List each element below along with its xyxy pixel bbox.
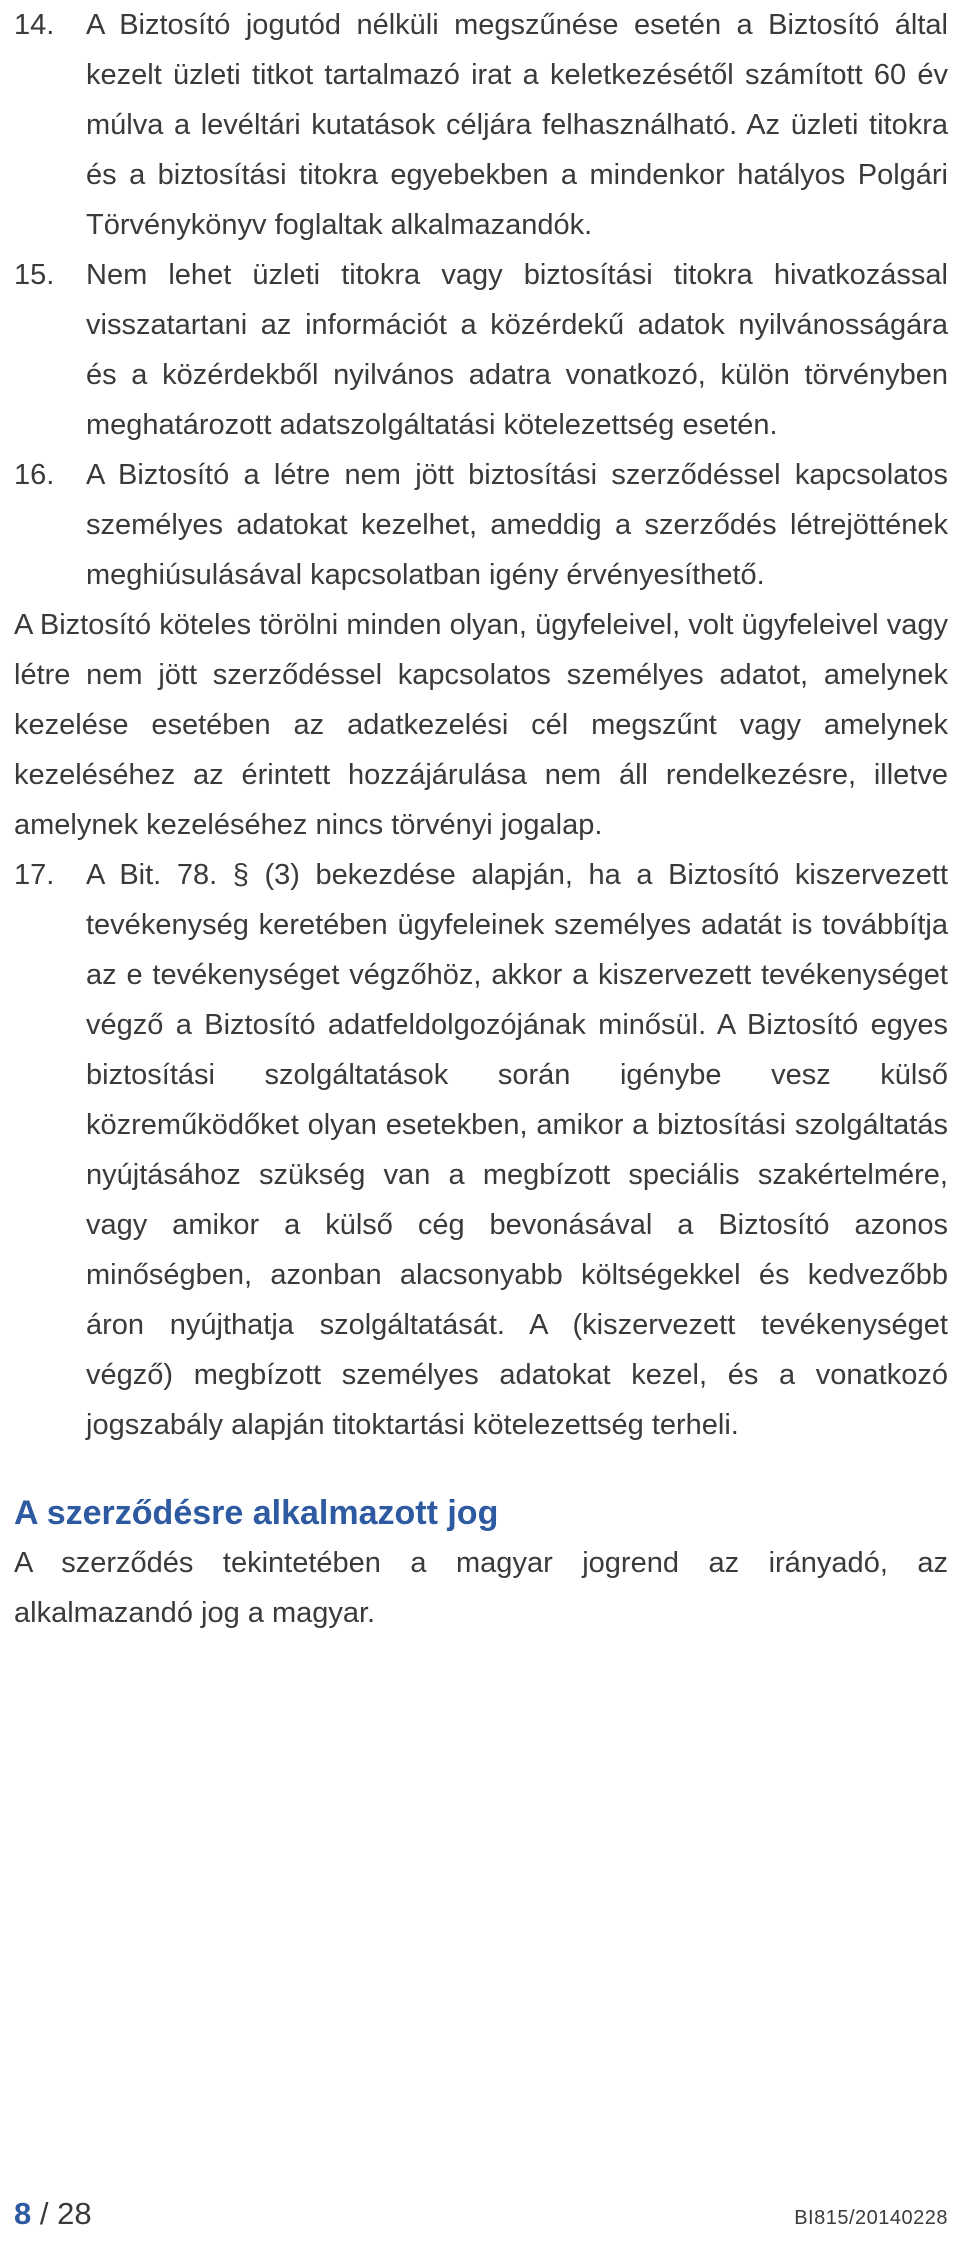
item-text: Nem lehet üzleti titokra vagy biztosítási titokra hivatkozással visszatartani az információt a közérdekű adatok nyilvánosságára és a közérdekből nyilvános adatra vonatkozó, külön törvényben meghatározott adatszolgáltatási kötelezettség esetén. (86, 259, 948, 441)
item-number: 17. (14, 859, 55, 891)
list-item-14 (14, 0, 948, 250)
current-page: 8 (14, 2196, 32, 2231)
document-code: BI815/20140228 (794, 2207, 948, 2229)
section-title: A szerződésre alkalmazott jog (14, 1494, 499, 1532)
page-number (14, 2196, 92, 2232)
list-item-16 (14, 450, 948, 600)
list-item-17 (14, 850, 948, 1450)
item-number: 14. (14, 9, 55, 41)
section-text: A szerződés tekintetében a magyar jogrend az irányadó, az alkalmazandó jog a magyar. (14, 1547, 948, 1629)
page-footer (14, 2196, 948, 2236)
item-number: 16. (14, 459, 55, 491)
deletion-paragraph: A Biztosító köteles törölni minden olyan, ügyfeleivel, volt ügyfeleivel vagy létre nem jött szerződéssel kapcsolatos személyes adatot, amelynek kezelése esetében az adatkezelési cél megszűnt vagy amelynek kezeléséhez az érintett hozzájárulása nem áll rendelkezésre, illetve amelynek kezeléséhez nincs törvényi jogalap. (14, 609, 948, 841)
item-number: 15. (14, 259, 55, 291)
list-item-15 (14, 250, 948, 450)
item-text: A Biztosító jogutód nélküli megszűnése esetén a Biztosító által kezelt üzleti titkot tartalmazó irat a keletkezésétől számított 60 év múlva a levéltári kutatások céljára felhasználható. Az üzleti titokra és a biztosítási titokra egyebekben a mindenkor hatályos Polgári Törvénykönyv foglaltak alkalmazandók. (86, 9, 948, 241)
page-separator: / (31, 2196, 58, 2231)
total-pages: 28 (57, 2196, 92, 2231)
item-text: A Biztosító a létre nem jött biztosítási szerződéssel kapcsolatos személyes adatokat kezelhet, ameddig a szerződés létrejöttének meghiúsulásával kapcsolatban igény érvényesíthető. (86, 459, 948, 591)
document-page (14, 0, 948, 1638)
item-text: A Bit. 78. § (3) bekezdése alapján, ha a Biztosító kiszervezett tevékenység keretében ügyfeleinek személyes adatát is továbbítja az e tevékenységet végzőhöz, akkor a kiszervezett tevékenységet végző a Biztosító adatfeldolgozójának minősül. A Biztosító egyes biztosítási szolgáltatások során igénybe vesz külső közreműködőket olyan esetekben, amikor a biztosítási szolgáltatás nyújtásához szükség van a megbízott speciális szakértelmére, vagy amikor a külső cég bevonásával a Biztosító azonos minőségben, azonban alacsonyabb költségekkel és kedvezőbb áron nyújthatja szolgáltatását. A (kiszervezett tevékenységet végző) megbízott személyes adatokat kezel, és a vonatkozó jogszabály alapján titoktartási kötelezettség terheli. (86, 859, 948, 1441)
